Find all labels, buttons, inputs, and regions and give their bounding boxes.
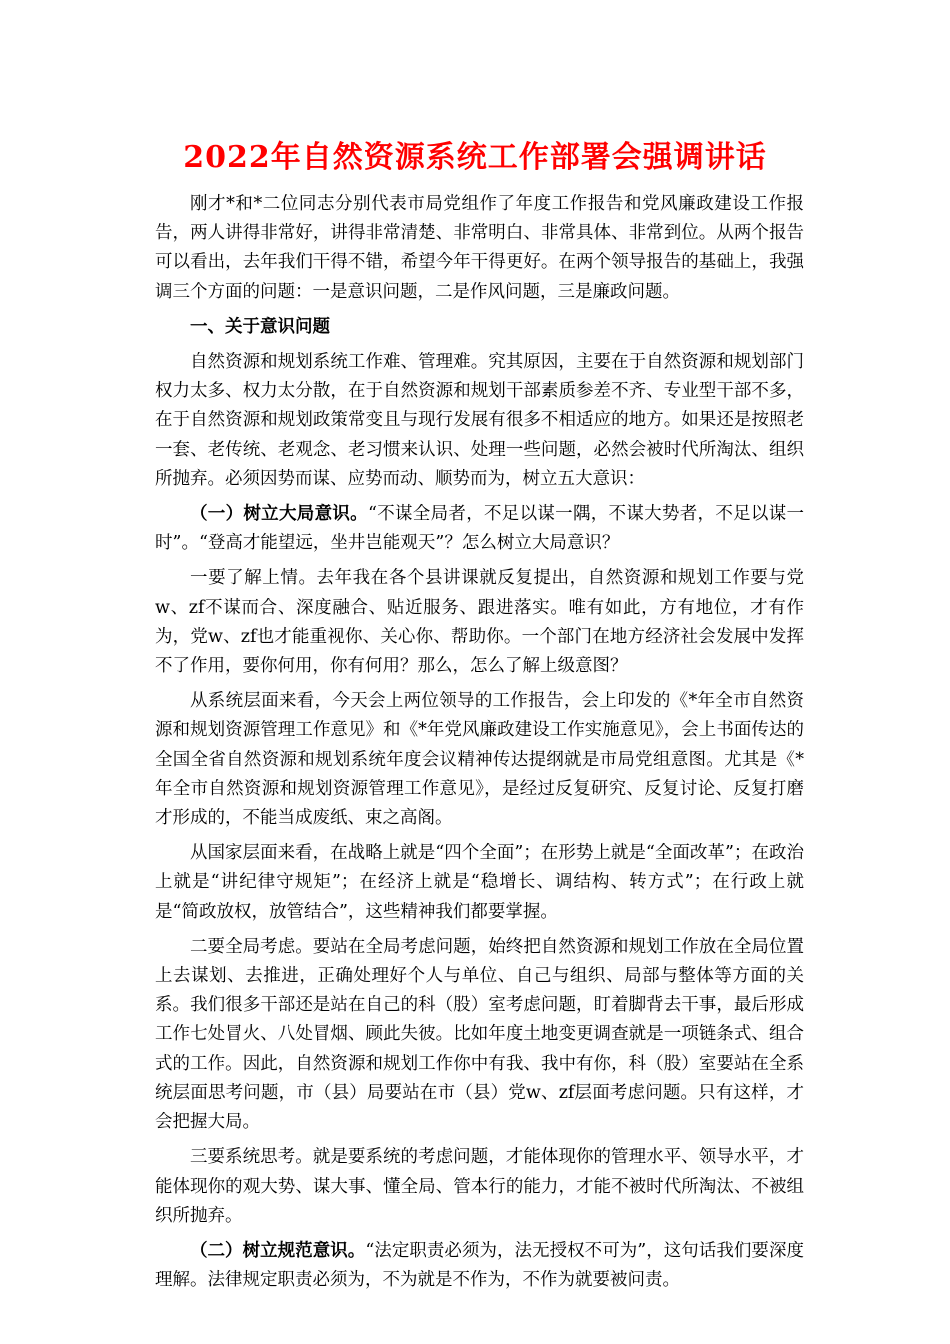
section-heading: 一、关于意识问题 bbox=[190, 316, 330, 337]
paragraph: 二要全局考虑。要站在全局考虑问题，始终把自然资源和规划工作放在全局位置上去谋划、去推进，正确处理好个人与单位、自己与组织、局部与整体等方面的关系。我们很多干部还是站在自己的科（股）室考虑问题，盯着脚背去干事，最后形成工作七处冒火、八处冒烟、顾此失彼。比如年度土地变更调查就是一项链条式、组合式的工作。因此，自然资源和规划工作你中有我、我中有你，科（股）室要站在全系统层面思考问题，市（县）局要站在市（县）党w、zf层面考虑问题。只有这样，才会把握大局。 bbox=[155, 936, 804, 1133]
document-title: 2022年自然资源系统工作部署会强调讲话 bbox=[183, 140, 767, 175]
paragraph: 自然资源和规划系统工作难、管理难。究其原因，主要在于自然资源和规划部门权力太多、权力太分散，在于自然资源和规划干部素质参差不齐、专业型干部不多，在于自然资源和规划政策常变且与现行发展有很多不相适应的地方。如果还是按照老一套、老传统、老观念、老习惯来认识、处理一些问题，必然会被时代所淘汰、组织所抛弃。必须因势而谋、应势而动、顺势而为，树立五大意识： bbox=[155, 352, 804, 489]
paragraph: 一要了解上情。去年我在各个县讲课就反复提出，自然资源和规划工作要与党w、zf不谋而合、深度融合、贴近服务、跟进落实。唯有如此，方有地位，才有作为，党w、zf也才能重视你、关心你、帮助你。一个部门在地方经济社会发展中发挥不了作用，要你何用，你有何用？那么，怎么了解上级意图？ bbox=[155, 568, 804, 677]
paragraph-subsection bbox=[155, 1237, 804, 1295]
paragraph-text: “法定职责必须为，法无授权不可为”，这句话我们要深度理解。法律规定职责必须为，不为就是不作为，不作为就要被问责。 bbox=[155, 1240, 804, 1291]
subsection-heading: （二）树立规范意识。 bbox=[190, 1240, 366, 1261]
paragraph-subsection bbox=[155, 500, 804, 558]
paragraph: 从国家层面来看，在战略上就是“四个全面”；在形势上就是“全面改革”；在政治上就是“讲纪律守规矩”；在经济上就是“稳增长、调结构、转方式”；在行政上就是“简政放权，放管结合”，这些精神我们都要掌握。 bbox=[155, 843, 804, 922]
subsection-heading: （一）树立大局意识。 bbox=[190, 504, 368, 525]
paragraph-text: “不谋全局者，不足以谋一隅，不谋大势者，不足以谋一时”。“登高才能望远，坐井岂能观天”？怎么树立大局意识？ bbox=[155, 504, 805, 554]
paragraph-intro: 刚才*和*二位同志分别代表市局党组作了年度工作报告和党风廉政建设工作报告，两人讲得非常好，讲得非常清楚、非常明白、非常具体、非常到位。从两个报告可以看出，去年我们干得不错，希望今年干得更好。在两个领导报告的基础上，我强调三个方面的问题：一是意识问题，二是作风问题，三是廉政问题。 bbox=[155, 194, 804, 302]
document-body bbox=[155, 190, 804, 1301]
paragraph: 三要系统思考。就是要系统的考虑问题，才能体现你的管理水平、领导水平，才能体现你的观大势、谋大事、懂全局、管本行的能力，才能不被时代所淘汰、不被组织所抛弃。 bbox=[155, 1147, 804, 1226]
paragraph: 从系统层面来看，今天会上两位领导的工作报告，会上印发的《*年全市自然资源和规划资源管理工作意见》和《*年党风廉政建设工作实施意见》，会上书面传达的全国全省自然资源和规划系统年度会议精神传达提纲就是市局党组意图。尤其是《*年全市自然资源和规划资源管理工作意见》，是经过反复研究、反复讨论、反复打磨才形成的，不能当成废纸、束之高阁。 bbox=[155, 691, 804, 829]
